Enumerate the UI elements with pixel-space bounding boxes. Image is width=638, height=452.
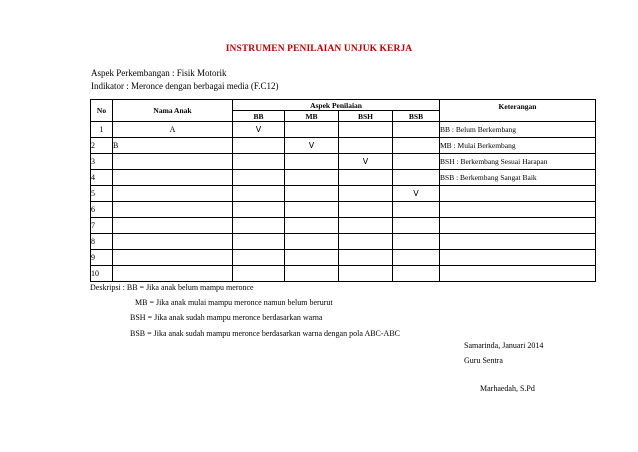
mark-mb (285, 186, 339, 202)
signature-name: Marhaedah, S.Pd (480, 384, 535, 393)
mark-mb (285, 234, 339, 250)
row-name (113, 170, 233, 186)
mark-bsb (393, 122, 440, 138)
row-name (113, 202, 233, 218)
table-row (91, 234, 596, 250)
row-no: 5 (91, 186, 113, 202)
table-row (91, 122, 596, 138)
row-no: 7 (91, 218, 113, 234)
description-line: MB = Jika anak mulai mampu meronce namun belum berurut (135, 298, 333, 308)
legend-item (440, 186, 596, 202)
mark-mb (285, 202, 339, 218)
header-no: No (91, 100, 113, 122)
mark-bb (233, 234, 285, 250)
mark-bb (233, 250, 285, 266)
mark-bb (233, 170, 285, 186)
mark-bb (233, 218, 285, 234)
row-no: 10 (91, 266, 113, 282)
mark-bsh: V (339, 154, 393, 170)
document-title: INSTRUMEN PENILAIAN UNJUK KERJA (225, 44, 413, 54)
row-no: 2 (91, 138, 113, 154)
mark-bb (233, 186, 285, 202)
indicator-line: Indikator : Meronce dengan berbagai media (F.C12) (91, 81, 279, 91)
mark-mb (285, 154, 339, 170)
assessment-table (90, 99, 596, 282)
mark-bb (233, 202, 285, 218)
description-line: BSH = Jika anak sudah mampu meronce berdasarkan warna (130, 313, 323, 323)
row-name (113, 154, 233, 170)
mark-bb: V (233, 122, 285, 138)
mark-bsb: V (393, 186, 440, 202)
mark-bsh (339, 186, 393, 202)
mark-mb (285, 170, 339, 186)
header-keterangan: Keterangan (440, 100, 596, 122)
mark-bsb (393, 154, 440, 170)
header-name: Nama Anak (113, 100, 233, 122)
row-name (113, 186, 233, 202)
row-name (113, 234, 233, 250)
header-bsh: BSH (339, 111, 393, 122)
table-row (91, 138, 596, 154)
aspect-line: Aspek Perkembangan : Fisik Motorik (91, 68, 227, 78)
table-row (91, 218, 596, 234)
mark-bsb (393, 250, 440, 266)
header-bsb: BSB (393, 111, 440, 122)
mark-bsh (339, 202, 393, 218)
mark-bsb (393, 138, 440, 154)
table-row (91, 202, 596, 218)
mark-bsh (339, 138, 393, 154)
legend-item (440, 202, 596, 218)
mark-bsh (339, 122, 393, 138)
row-no: 3 (91, 154, 113, 170)
row-no: 1 (91, 122, 113, 138)
row-no: 6 (91, 202, 113, 218)
mark-bsh (339, 234, 393, 250)
legend-item (440, 218, 596, 234)
mark-bsh (339, 250, 393, 266)
mark-bsh (339, 218, 393, 234)
table-row (91, 154, 596, 170)
header-aspect: Aspek Penilaian (233, 100, 440, 111)
description-line: BSB = Jika anak sudah mampu meronce berdasarkan warna dengan pola ABC-ABC (130, 328, 401, 338)
mark-bsb (393, 202, 440, 218)
header-mb: MB (285, 111, 339, 122)
mark-bb (233, 138, 285, 154)
row-no: 9 (91, 250, 113, 266)
legend-item (440, 234, 596, 250)
row-name (113, 218, 233, 234)
legend-item (440, 266, 596, 282)
header-bb: BB (233, 111, 285, 122)
row-name: B (113, 138, 233, 154)
signature-place-date: Samarinda, Januari 2014 (464, 341, 544, 350)
legend-item: BB : Belum Berkembang (440, 122, 596, 138)
legend-item: BSB : Berkembang Sangat Baik (440, 170, 596, 186)
legend-item: BSH : Berkembang Sesuai Harapan (440, 154, 596, 170)
row-name (113, 250, 233, 266)
mark-bsb (393, 234, 440, 250)
row-no: 4 (91, 170, 113, 186)
table-row (91, 170, 596, 186)
legend-item: MB : Mulai Berkembang (440, 138, 596, 154)
mark-mb (285, 122, 339, 138)
mark-bsb (393, 218, 440, 234)
table-row (91, 250, 596, 266)
legend-item (440, 250, 596, 266)
table-row (91, 186, 596, 202)
row-no: 8 (91, 234, 113, 250)
mark-bsh (339, 170, 393, 186)
mark-mb (285, 218, 339, 234)
mark-mb (285, 250, 339, 266)
mark-bsb (393, 170, 440, 186)
signature-role: Guru Sentra (464, 356, 503, 365)
description-line: Deskripsi : BB = Jika anak belum mampu meronce (90, 283, 254, 292)
description-block (90, 280, 400, 341)
row-name: A (113, 122, 233, 138)
mark-mb: V (285, 138, 339, 154)
mark-bb (233, 154, 285, 170)
